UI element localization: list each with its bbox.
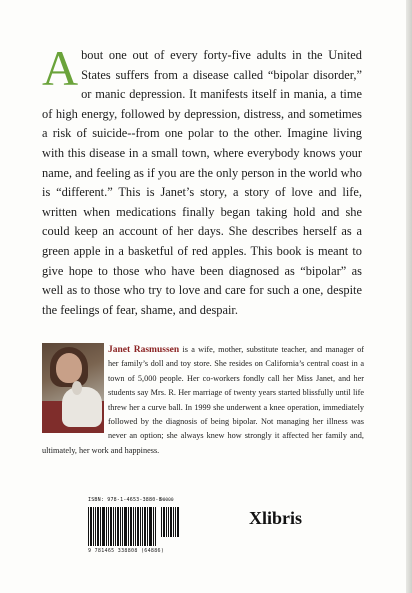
author-bio-text: is a wife, mother, substitute teacher, and manager of her family’s doll and toy store. She resides on California’s central coast in a town of 5,000 people. Her co-workers fondly call her Miss Janet, and her students say Mrs. R. Her marriage of twenty years started blissfully until life threw her a curve ball. In 1999 she underwent a knee operation, immediately followed by the diagnosis of being bipolar. Not managing her illness was never an option; she always knew how strongly it affected her family and, ultimately, her work and happiness. xyxy=(42,345,365,455)
page-edge xyxy=(406,0,412,593)
isbn-label: ISBN: 978-1-4653-3880-8 xyxy=(88,497,162,503)
barcode-digits: 9 781465 338808 (64886) xyxy=(88,548,165,554)
barcode-main xyxy=(88,507,158,546)
publisher-logo: Xlibris xyxy=(249,508,303,528)
author-name: Janet Rasmussen xyxy=(108,345,180,355)
drop-cap: A xyxy=(42,40,79,96)
isbn-barcode xyxy=(88,498,180,558)
book-blurb xyxy=(42,40,362,320)
price-code: 90000 xyxy=(160,498,174,503)
barcode-addon xyxy=(161,507,181,537)
author-bio xyxy=(42,343,364,458)
blurb-text: bout one out of every forty-five adults in the United States suffers from a disease called “bipolar disorder,” or manic depression. It manifests itself in mania, a time of high energy, followed by depression, distress, and sometimes a risk of suicide--from one polar to the other. Imagine living with this disease in a small town, where everybody knows your name, and feeling as if you are the only person in the world who is “different.” This is Janet’s story, a story of love and life, written when medications finally began taking hold and she could keep an account of her days. She describes herself as a green apple in a basketful of red apples. This book is meant to give hope to those who have been diagnosed as “bipolar” as well as to those who try to love and care for such a one, despite the feelings of fear, shame, and despair. xyxy=(42,48,362,317)
